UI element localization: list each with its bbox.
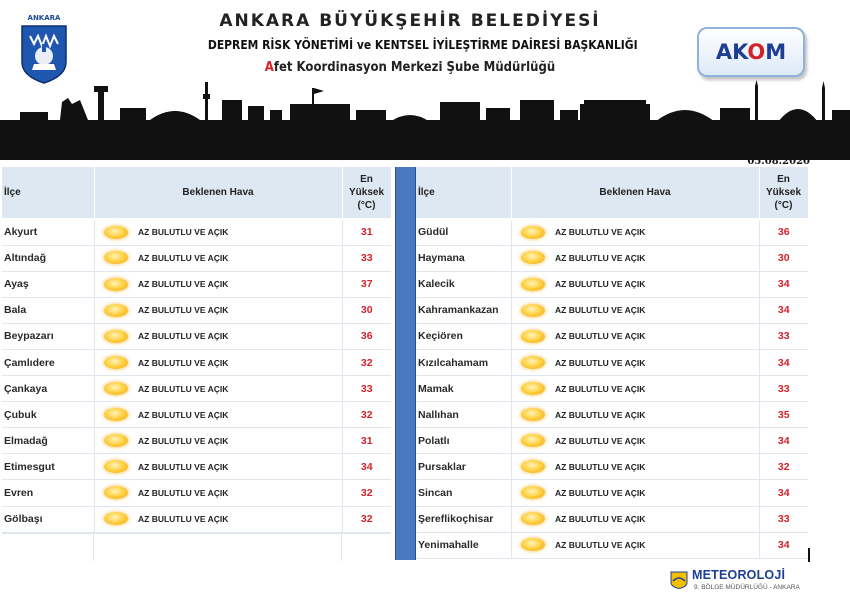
district-name: Gölbaşı: [2, 506, 94, 532]
sun-icon: [521, 278, 545, 291]
district-name: Altındağ: [2, 245, 94, 271]
meteoroloji-logo-icon: [670, 571, 688, 589]
weather-condition: AZ BULUTLU VE AÇIK: [555, 402, 759, 428]
max-temperature: 31: [342, 428, 391, 454]
weather-icon-cell: [94, 428, 138, 454]
weather-condition: AZ BULUTLU VE AÇIK: [555, 349, 759, 375]
weather-icon-cell: [94, 402, 138, 428]
weather-icon-cell: [94, 245, 138, 271]
akom-logo-o: O: [747, 40, 766, 64]
table-row: [2, 480, 391, 506]
akom-logo: [697, 27, 805, 77]
weather-condition: AZ BULUTLU VE AÇIK: [555, 376, 759, 402]
table-row: [416, 480, 808, 506]
table-edge-mark: [808, 548, 810, 562]
max-temperature: 34: [342, 454, 391, 480]
report-date: 05.08.2020: [747, 156, 810, 167]
max-temperature: 37: [342, 271, 391, 297]
weather-condition: AZ BULUTLU VE AÇIK: [138, 428, 342, 454]
weather-condition: AZ BULUTLU VE AÇIK: [138, 297, 342, 323]
table-row: [2, 323, 391, 349]
table-row: [416, 454, 808, 480]
sun-icon: [104, 251, 128, 264]
weather-icon-cell: [94, 454, 138, 480]
column-header-forecast: Beklenen Hava: [511, 167, 759, 219]
weather-condition: AZ BULUTLU VE AÇIK: [555, 454, 759, 480]
weather-icon-cell: [94, 376, 138, 402]
left-forecast-table: [2, 167, 392, 533]
district-name: Beypazarı: [2, 323, 94, 349]
max-temperature: 34: [759, 271, 808, 297]
sun-icon: [521, 538, 545, 551]
sun-icon: [521, 434, 545, 447]
table-row: [416, 402, 808, 428]
sun-icon: [104, 330, 128, 343]
weather-icon-cell: [511, 297, 555, 323]
district-name: Polatlı: [416, 428, 511, 454]
weather-icon-cell: [511, 349, 555, 375]
district-name: Haymana: [416, 245, 511, 271]
max-temperature: 32: [342, 349, 391, 375]
max-temperature: 35: [759, 402, 808, 428]
sun-icon: [104, 408, 128, 421]
table-row: [416, 428, 808, 454]
weather-condition: AZ BULUTLU VE AÇIK: [138, 349, 342, 375]
weather-condition: AZ BULUTLU VE AÇIK: [138, 271, 342, 297]
sun-icon: [521, 330, 545, 343]
unit-title-initial: A: [264, 60, 274, 75]
max-temperature: 33: [759, 506, 808, 532]
sun-icon: [104, 356, 128, 369]
meteoroloji-subtitle: 9. BÖLGE MÜDÜRLÜĞÜ - ANKARA: [694, 584, 800, 591]
column-header-forecast: Beklenen Hava: [94, 167, 342, 219]
district-name: Güdül: [416, 219, 511, 245]
sun-icon: [104, 382, 128, 395]
akom-logo-ak: AK: [715, 40, 748, 64]
table-row: [416, 506, 808, 532]
table-row: [416, 219, 808, 245]
district-name: Çubuk: [2, 402, 94, 428]
table-row: [2, 402, 391, 428]
weather-icon-cell: [511, 506, 555, 532]
sun-icon: [521, 251, 545, 264]
unit-title: [221, 60, 599, 75]
logo-label: ANKARA: [27, 14, 61, 22]
table-row: [2, 245, 391, 271]
district-name: Keçiören: [416, 323, 511, 349]
district-name: Çamlıdere: [2, 349, 94, 375]
table-divider: [395, 167, 416, 560]
weather-icon-cell: [94, 480, 138, 506]
weather-condition: AZ BULUTLU VE AÇIK: [138, 323, 342, 349]
weather-condition: AZ BULUTLU VE AÇIK: [138, 245, 342, 271]
empty-cell: [2, 534, 94, 561]
weather-icon-cell: [94, 271, 138, 297]
weather-condition: AZ BULUTLU VE AÇIK: [138, 480, 342, 506]
table-row: [2, 454, 391, 480]
weather-icon-cell: [511, 323, 555, 349]
weather-condition: AZ BULUTLU VE AÇIK: [555, 245, 759, 271]
max-temperature: 32: [342, 402, 391, 428]
column-header-max-temp-line3: (°C): [357, 200, 376, 211]
weather-condition: AZ BULUTLU VE AÇIK: [138, 454, 342, 480]
table-row: [2, 506, 391, 532]
sun-icon: [521, 512, 545, 525]
district-name: Etimesgut: [2, 454, 94, 480]
column-header-district: İlçe: [2, 167, 94, 219]
weather-icon-cell: [511, 402, 555, 428]
max-temperature: 30: [342, 297, 391, 323]
table-row: [416, 323, 808, 349]
district-name: Elmadağ: [2, 428, 94, 454]
weather-condition: AZ BULUTLU VE AÇIK: [555, 428, 759, 454]
weather-icon-cell: [511, 480, 555, 506]
max-temperature: 34: [759, 480, 808, 506]
column-header-max-temp: [759, 167, 808, 219]
sun-icon: [104, 434, 128, 447]
max-temperature: 36: [759, 219, 808, 245]
district-name: Kalecik: [416, 271, 511, 297]
district-name: Çankaya: [2, 376, 94, 402]
district-name: Kahramankazan: [416, 297, 511, 323]
sun-icon: [104, 304, 128, 317]
weather-icon-cell: [94, 219, 138, 245]
unit-title-rest: fet Koordinasyon Merkezi Şube Müdürlüğü: [273, 60, 556, 75]
sun-icon: [521, 304, 545, 317]
district-name: Mamak: [416, 376, 511, 402]
weather-condition: AZ BULUTLU VE AÇIK: [555, 480, 759, 506]
max-temperature: 34: [759, 532, 808, 558]
max-temperature: 33: [342, 245, 391, 271]
right-forecast-table: [416, 167, 809, 559]
table-row: [416, 376, 808, 402]
meteoroloji-title: METEOROLOJİ: [692, 568, 786, 582]
weather-icon-cell: [511, 532, 555, 558]
district-name: Bala: [2, 297, 94, 323]
district-name: Nallıhan: [416, 402, 511, 428]
table-row: [2, 271, 391, 297]
sun-icon: [104, 460, 128, 473]
district-name: Akyurt: [2, 219, 94, 245]
weather-icon-cell: [94, 506, 138, 532]
table-row: [2, 219, 391, 245]
org-title: ANKARA BÜYÜKŞEHİR BELEDİYESİ: [219, 11, 601, 31]
department-title: DEPREM RİSK YÖNETİMİ ve KENTSEL İYİLEŞTİRME DAİRESİ BAŞKANLIĞI: [207, 37, 638, 52]
district-name: Kızılcahamam: [416, 349, 511, 375]
weather-icon-cell: [511, 219, 555, 245]
column-header-district: İlçe: [416, 167, 511, 219]
sun-icon: [521, 382, 545, 395]
max-temperature: 33: [759, 323, 808, 349]
max-temperature: 34: [759, 349, 808, 375]
weather-condition: AZ BULUTLU VE AÇIK: [555, 271, 759, 297]
column-header-max-temp: [342, 167, 391, 219]
empty-cell: [94, 534, 342, 561]
max-temperature: 30: [759, 245, 808, 271]
max-temperature: 31: [342, 219, 391, 245]
weather-condition: AZ BULUTLU VE AÇIK: [555, 532, 759, 558]
max-temperature: 32: [342, 506, 391, 532]
weather-icon-cell: [511, 376, 555, 402]
district-name: Şereflikoçhisar: [416, 506, 511, 532]
weather-condition: AZ BULUTLU VE AÇIK: [138, 402, 342, 428]
column-header-max-temp-line1: En: [777, 174, 790, 185]
table-row: [416, 297, 808, 323]
weather-condition: AZ BULUTLU VE AÇIK: [138, 219, 342, 245]
sun-icon: [521, 460, 545, 473]
city-skyline-illustration: [0, 80, 850, 160]
max-temperature: 34: [759, 428, 808, 454]
column-header-max-temp-line3: (°C): [774, 200, 793, 211]
weather-condition: AZ BULUTLU VE AÇIK: [555, 323, 759, 349]
column-header-max-temp-line2: Yüksek: [348, 187, 385, 198]
table-header-row: [416, 167, 808, 219]
table-row: [2, 349, 391, 375]
weather-condition: AZ BULUTLU VE AÇIK: [555, 506, 759, 532]
table-row: [416, 245, 808, 271]
sun-icon: [521, 226, 545, 239]
weather-icon-cell: [511, 271, 555, 297]
max-temperature: 32: [342, 480, 391, 506]
weather-condition: AZ BULUTLU VE AÇIK: [555, 297, 759, 323]
district-name: Yenimahalle: [416, 532, 511, 558]
weather-icon-cell: [94, 297, 138, 323]
sun-icon: [104, 512, 128, 525]
max-temperature: 33: [759, 376, 808, 402]
ankara-logo: [18, 14, 70, 84]
left-table-empty-row: [2, 533, 391, 560]
table-row: [416, 271, 808, 297]
weather-icon-cell: [511, 245, 555, 271]
sun-icon: [521, 408, 545, 421]
max-temperature: 36: [342, 323, 391, 349]
weather-condition: AZ BULUTLU VE AÇIK: [138, 506, 342, 532]
district-name: Pursaklar: [416, 454, 511, 480]
weather-icon-cell: [94, 349, 138, 375]
weather-icon-cell: [511, 428, 555, 454]
column-header-max-temp-line1: En: [360, 174, 373, 185]
table-row: [2, 297, 391, 323]
district-name: Ayaş: [2, 271, 94, 297]
sun-icon: [521, 486, 545, 499]
table-row: [416, 349, 808, 375]
table-row: [2, 428, 391, 454]
table-row: [416, 532, 808, 558]
weather-condition: AZ BULUTLU VE AÇIK: [555, 219, 759, 245]
district-name: Evren: [2, 480, 94, 506]
sun-icon: [521, 356, 545, 369]
weather-condition: AZ BULUTLU VE AÇIK: [138, 376, 342, 402]
weather-icon-cell: [94, 323, 138, 349]
sun-icon: [104, 278, 128, 291]
weather-icon-cell: [511, 454, 555, 480]
sun-icon: [104, 486, 128, 499]
table-header-row: [2, 167, 391, 219]
akom-logo-m: M: [765, 40, 787, 64]
table-row: [2, 376, 391, 402]
max-temperature: 33: [342, 376, 391, 402]
max-temperature: 32: [759, 454, 808, 480]
max-temperature: 34: [759, 297, 808, 323]
column-header-max-temp-line2: Yüksek: [765, 187, 802, 198]
district-name: Sincan: [416, 480, 511, 506]
akom-logo-text: [716, 40, 786, 64]
sun-icon: [104, 226, 128, 239]
